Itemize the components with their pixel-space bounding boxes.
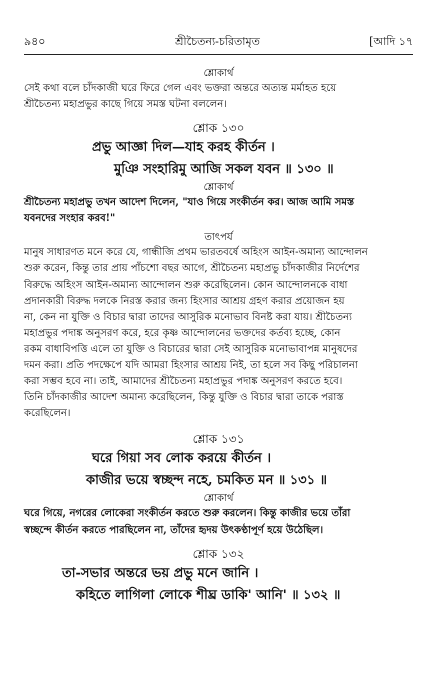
translation-line: স্বচ্ছন্দে কীর্তন করতে পারছিলেন না, তাঁদের হৃদয় উৎকণ্ঠাপূর্ণ হয়ে উঠেছিল। <box>24 524 324 536</box>
purport-line: দমন করা। প্রতি পদক্ষেপে যদি আমরা হিংসার আশ্রয় নিই, তা হলে সব কিছু পরিচালনা <box>24 360 358 372</box>
purport-line: করা সম্ভব হবে না। তাই, আমাদের শ্রীচৈতন্য মহাপ্রভুর পদাঙ্ক অনুসরণ করতে হবে। <box>24 376 343 388</box>
verse-line: কহিতে লাগিলা লোকে শীঘ্র ডাকি' আনি' ॥ ১৩২ ॥ <box>76 587 341 603</box>
verse-line: তা-সভার অন্তরে ভয় প্রভু মনে জানি । <box>62 565 259 581</box>
chapter-reference: [আদি ১৭ <box>369 35 413 48</box>
translation-line: শ্রীচৈতন্য মহাপ্রভুর কাছে গিয়ে সমস্ত ঘটনা বললেন। <box>24 99 227 111</box>
purport-line: করেছিলেন। <box>24 408 71 420</box>
purport-line: শুরু করেন, কিন্তু তার প্রায় পাঁচশো বছর আগে, শ্রীচৈতন্য মহাপ্রভু চাঁদকাজীর নির্দেশের <box>24 263 360 275</box>
verse-line: মুঞি সংহারিমু আজি সকল যবন ॥ ১৩০ ॥ <box>114 162 334 178</box>
running-title: শ্রীচৈতন্য-চরিতামৃত <box>175 35 260 48</box>
purport-line: মানুষ সাধারণত মনে করে যে, গান্ধীজি প্রথম ভারতবর্ষে অহিংস আইন-অমান্য আন্দোলন <box>24 247 368 259</box>
header-rule <box>24 54 413 55</box>
purport-line: তিনি চাঁদকাজীর আদেশ অমান্য করেছিলেন, কিন্তু যুক্তি ও বিচার দ্বারা তাকে পরাস্ত <box>24 392 344 404</box>
translation-line: যবনদের সংহার করব!" <box>24 213 116 225</box>
purport-line: রকম বাধাবিপত্তি এলে তা যুক্তি ও বিচারের দ্বারা সেই আসুরিক মনোভাবাপন্ন মানুষদের <box>24 343 358 355</box>
purport-line: বিরুদ্ধে অহিংস আইন-অমান্য আন্দোলন শুরু করেছিলেন। কোন আন্দোলনকে বাধা <box>24 279 348 291</box>
purport-line: প্রদানকারী বিরুদ্ধ দলকে নিরস্ত করার জন্য হিংসার আশ্রয় গ্রহণ করার প্রয়োজন হয় <box>24 295 345 307</box>
page-number: ৯৪০ <box>24 35 46 48</box>
translation-line: সেই কথা বলে চাঁদকাজী ঘরে ফিরে গেল এবং ভক্তরা অন্তরে অত্যন্ত মর্মাহত হয়ে <box>24 83 337 94</box>
purport-label: তাৎপর্য <box>204 232 233 244</box>
verse-line: প্রভু আজ্ঞা দিল—যাহ করহ কীর্তন । <box>92 140 275 156</box>
body-text <box>24 67 413 607</box>
verse-line: ঘরে গিয়া সব লোক করয়ে কীর্তন । <box>92 451 271 467</box>
purport-line: না, কেন না যুক্তি ও বিচার দ্বারা তাদের আসুরিক মনোভাব বিনষ্ট করা যায়। শ্রীচৈতন্য <box>24 311 352 323</box>
translation-label: শ্লোকার্থ <box>203 182 234 194</box>
purport-line: মহাপ্রভুর পদাঙ্ক অনুসরণ করে, হরে কৃষ্ণ আন্দোলনের ভক্তদের কর্তব্য হচ্ছে, কোন <box>24 327 341 339</box>
verse-heading: শ্লোক ১৩২ <box>192 546 245 561</box>
translation-label: শ্লোকার্থ <box>203 68 234 79</box>
verse-heading: শ্লোক ১৩১ <box>192 432 245 447</box>
verse-heading: শ্লোক ১৩০ <box>192 121 245 136</box>
translation-label: শ্লোকার্থ <box>203 493 234 505</box>
translation-line: শ্রীচৈতন্য মহাপ্রভু তখন আদেশ দিলেন, "যাও গিয়ে সংকীর্তন কর। আজ আমি সমস্ত <box>24 197 355 209</box>
verse-line: কাজীর ভয়ে স্বচ্ছন্দ নহে, চমকিত মন ॥ ১৩১ ॥ <box>86 473 327 489</box>
translation-line: ঘরে গিয়ে, নগরের লোকেরা সংকীর্তন করতে শুরু করলেন। কিন্তু কাজীর ভয়ে তাঁরা <box>24 508 351 520</box>
